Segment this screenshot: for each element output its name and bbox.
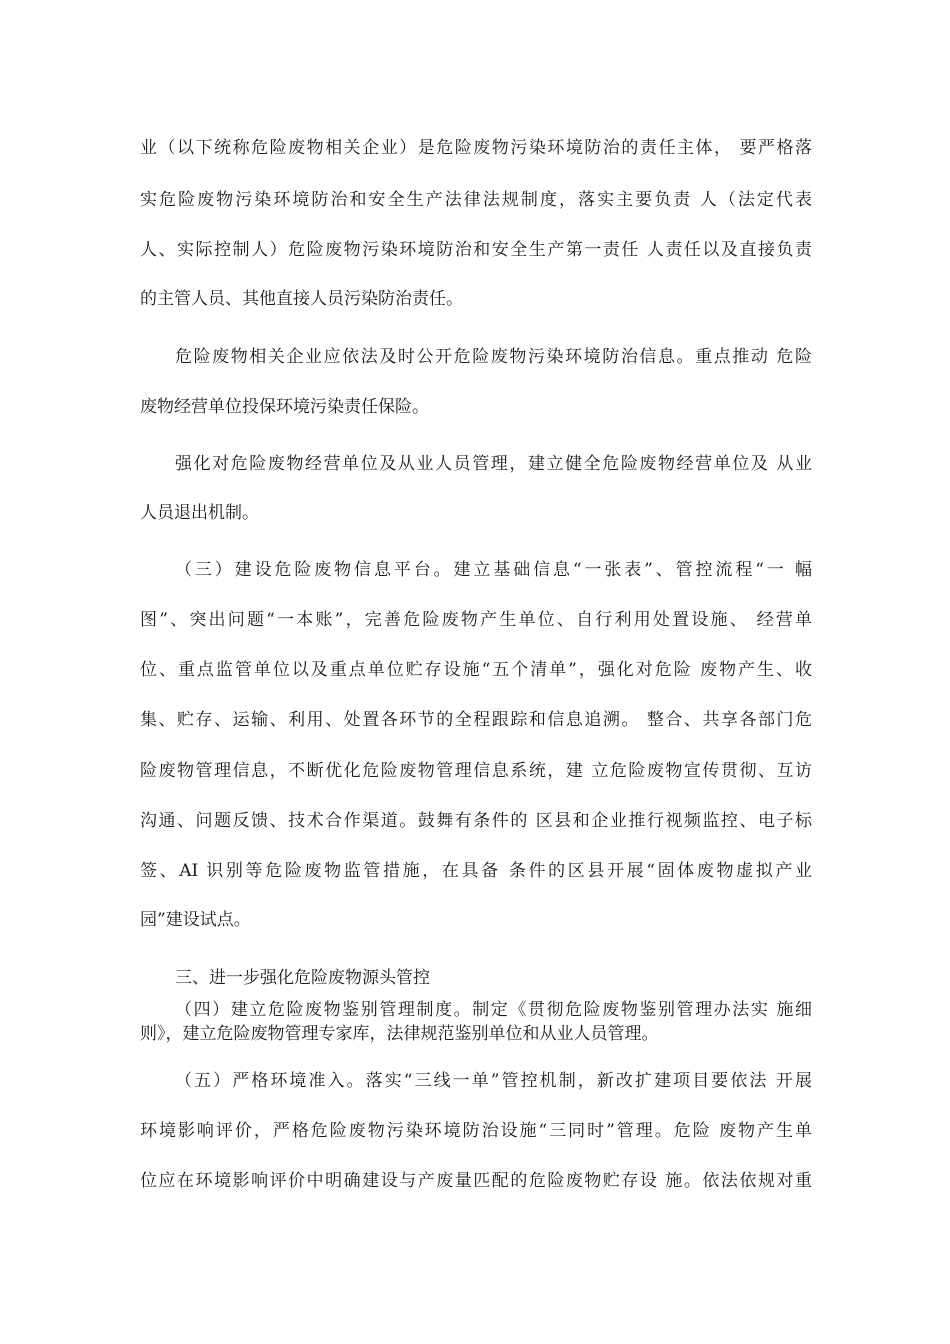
paragraph-1-line-4: 的主管人员、其他直接人员污染防治责任。 xyxy=(140,289,463,309)
paragraph-6-line-2: 环境影响评价，严格危险废物污染环境防治设施“三同时”管理。危险 废物产生单 xyxy=(140,1121,812,1141)
paragraph-6-line-1: （五）严格环境准入。落实“三线一单”管控机制，新改扩建项目要依法 开展 xyxy=(175,1071,812,1091)
paragraph-1-line-1: 业（以下统称危险废物相关企业）是危险废物污染环境防治的责任主体， 要严格落 xyxy=(140,138,812,158)
paragraph-4-line-7: 签、AI 识别等危险废物监管措施，在具备 条件的区县开展“固体废物虚拟产业 xyxy=(140,861,812,881)
paragraph-3-line-1: 强化对危险废物经营单位及从业人员管理，建立健全危险废物经营单位及 从业 xyxy=(175,454,812,474)
paragraph-4-line-5: 险废物管理信息，不断优化危险废物管理信息系统，建 立危险废物宣传贯彻、互访 xyxy=(140,761,812,781)
paragraph-4-line-4: 集、贮存、运输、利用、处置各环节的全程跟踪和信息追溯。 整合、共享各部门危 xyxy=(140,710,812,730)
paragraph-6-line-3: 位应在环境影响评价中明确建设与产废量匹配的危险废物贮存设 施。依法依规对重 xyxy=(140,1171,812,1191)
paragraph-5-line-1: （四）建立危险废物鉴别管理制度。制定《贯彻危险废物鉴别管理办法实 施细 xyxy=(175,1000,812,1020)
paragraph-1-line-2: 实危险废物污染环境防治和安全生产法律法规制度，落实主要负责 人（法定代表 xyxy=(140,190,812,210)
paragraph-2-line-1: 危险废物相关企业应依法及时公开危险废物污染环境防治信息。重点推动 危险 xyxy=(175,347,812,367)
paragraph-5-line-2: 则》，建立危险废物管理专家库，法律规范鉴别单位和从业人员管理。 xyxy=(140,1024,659,1044)
paragraph-1-line-3: 人、实际控制人）危险废物污染环境防治和安全生产第一责任 人责任以及直接负责 xyxy=(140,240,812,260)
paragraph-3-line-2: 人员退出机制。 xyxy=(140,503,259,523)
paragraph-4-line-1: （三）建设危险废物信息平台。建立基础信息“一张表”、管控流程“一 幅 xyxy=(175,560,812,580)
paragraph-4-line-3: 位、重点监管单位以及重点单位贮存设施“五个清单”，强化对危险 废物产生、收 xyxy=(140,660,812,680)
paragraph-4-line-8: 园”建设试点。 xyxy=(140,910,251,930)
paragraph-4-line-2: 图”、突出问题“一本账”，完善危险废物产生单位、自行利用处置设施、 经营单 xyxy=(140,610,812,630)
paragraph-4-line-6: 沟通、问题反馈、技术合作渠道。鼓舞有条件的 区县和企业推行视频监控、电子标 xyxy=(140,811,812,831)
section-heading: 三、进一步强化危险废物源头管控 xyxy=(175,968,430,988)
paragraph-2-line-2: 废物经营单位投保环境污染责任保险。 xyxy=(140,397,429,417)
